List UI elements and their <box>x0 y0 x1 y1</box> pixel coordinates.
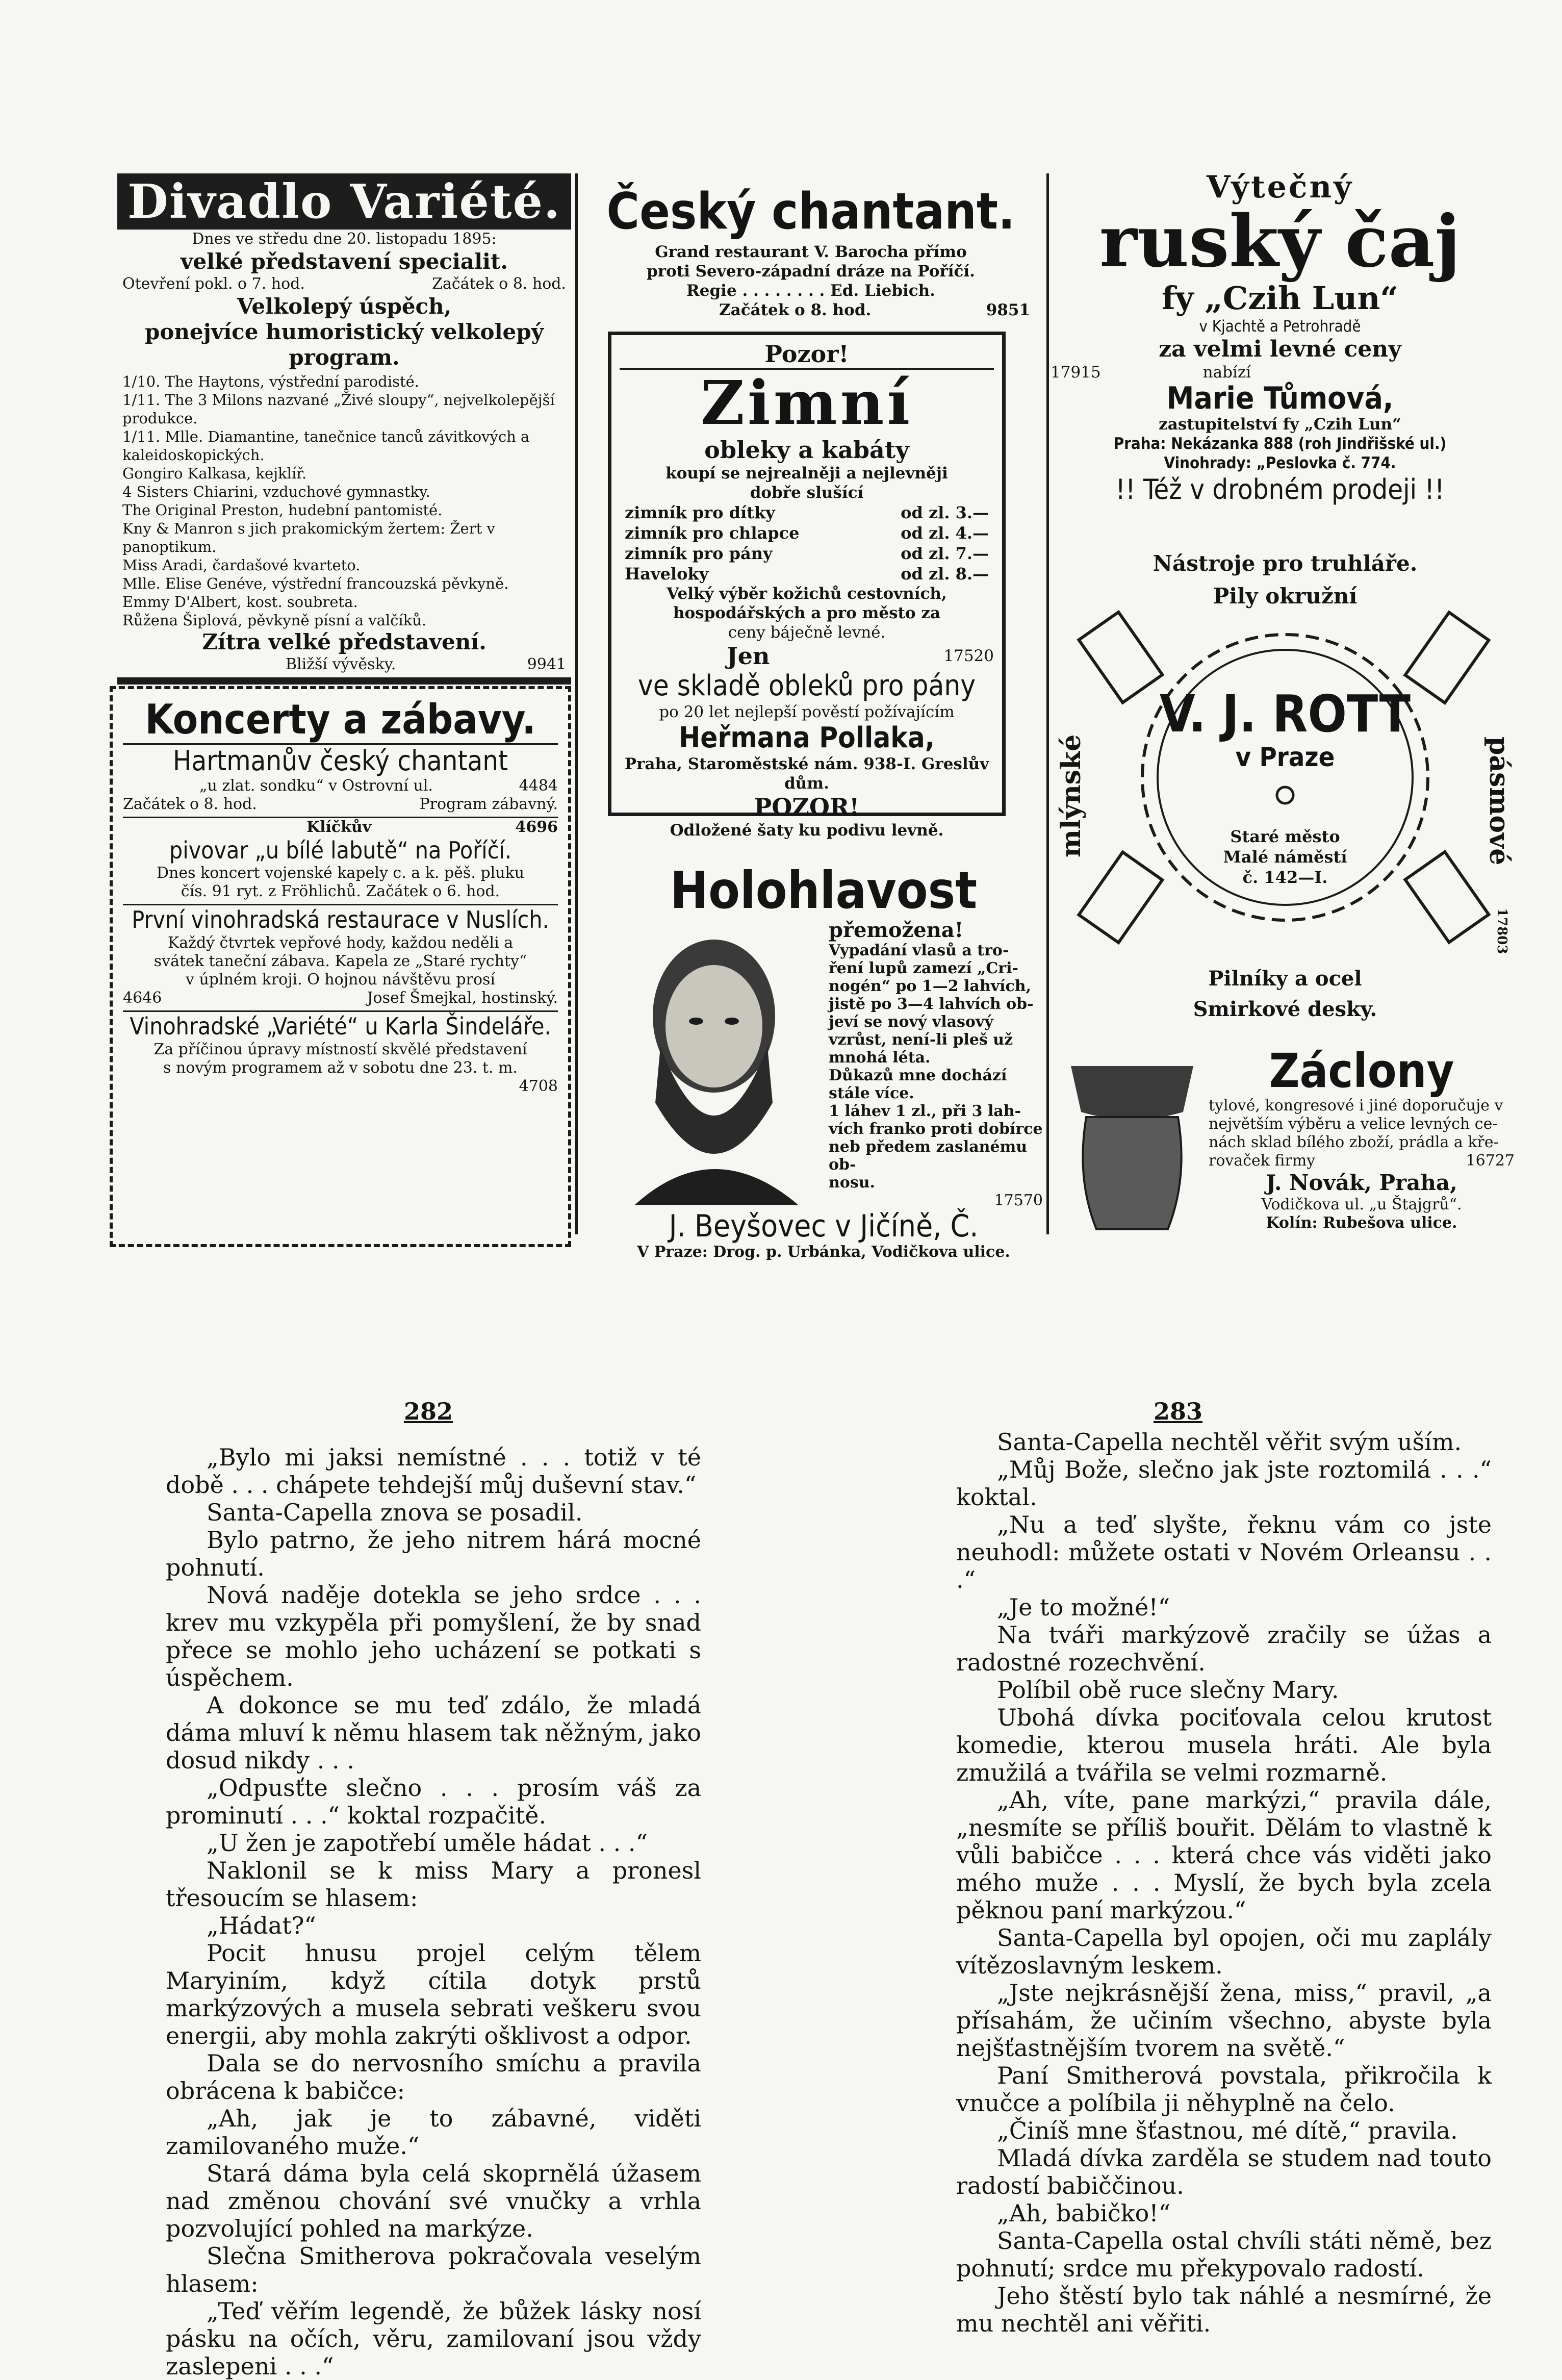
tools-left-label: mlýnské <box>1056 734 1087 857</box>
holohlavost-overcome: přemožena! <box>829 918 964 942</box>
paragraph: „Můj Bože, slečno jak jste roztomilá . . .“ koktal. <box>956 1456 1492 1511</box>
page-number-283: 283 <box>1153 1398 1203 1425</box>
page-283-text <box>956 1428 1492 2337</box>
tools-number: č. 142—I. <box>1242 868 1328 887</box>
saw-blade-illustration <box>1056 609 1515 966</box>
paragraph: Bylo patrno, že jeho nitrem hárá mocné pohnutí. <box>166 1526 701 1581</box>
hartmann-program: Program zábavný. <box>419 795 558 813</box>
tools-files: Pilníky a ocel <box>1208 967 1362 991</box>
zimni-price-item: Haveloky <box>625 564 709 584</box>
chantant-num: 9851 <box>986 301 1030 319</box>
zimni-price-row <box>620 543 994 564</box>
zaclony-firm: J. Novák, Praha, <box>1266 1170 1457 1195</box>
divadlo-act-item: Gongiro Kalkasa, kejklíř. <box>122 465 307 482</box>
divadlo-ad <box>117 173 571 685</box>
hartmann-time-row <box>123 795 558 818</box>
paragraph: Santa-Capella znova se posadil. <box>207 1499 583 1526</box>
zimni-ad <box>608 332 1006 840</box>
vino-line1: Za příčinou úpravy místností skvělé představení <box>153 1041 527 1058</box>
caj-title: ruský čaj <box>1099 200 1461 284</box>
zimni-only-row <box>620 642 994 670</box>
holohlavost-lines <box>829 942 1043 1192</box>
zimni-subtitle: obleky a kabáty <box>704 436 909 464</box>
holohlavost-line: vzrůst, není-li pleš už <box>829 1031 1013 1049</box>
zimni-price-row <box>620 523 994 543</box>
brewery-title: pivovar „u bílé labutě“ na Poříčí. <box>169 837 512 864</box>
caj-praha: Praha: Nekázanka 888 (roh Jindřišské ul.) <box>1113 435 1447 453</box>
caj-num: 17915 <box>1051 363 1101 382</box>
divadlo-act-item: Mlle. Elise Genéve, výstřední francouzská pěvkyně. <box>122 575 509 592</box>
holohlavost-line: jistě po 3—4 lahvích ob- <box>829 995 1034 1013</box>
divadlo-opening: Otevření pokl. o 7. hod. <box>122 275 305 293</box>
divadlo-success: Velkolepý úspěch, <box>237 294 452 319</box>
tools-saws: Pily okružní <box>1213 584 1358 609</box>
hartmann-addr-row <box>123 777 558 795</box>
hartmann-title: Hartmanův český chantant <box>172 745 508 777</box>
caj-offer-row <box>1051 363 1509 382</box>
holohlavost-line: 1 láhev 1 zl., při 3 lah- <box>829 1102 1021 1120</box>
koncerty-title: Koncerty a zábavy. <box>123 696 558 745</box>
divadlo-program-2: program. <box>289 345 400 370</box>
divadlo-tomorrow: Zítra velké představení. <box>202 629 486 654</box>
zimni-price-value: od zl. 8.— <box>901 564 989 584</box>
portrait-face <box>665 965 762 1087</box>
paragraph: Santa-Capella nechtěl věřit svým uším. <box>997 1428 1462 1456</box>
holohlavost-body <box>604 919 1043 1209</box>
paragraph: „Je to možné!“ <box>997 1593 1170 1621</box>
saw-tooth-top-left <box>1079 612 1162 702</box>
koncerty-ad <box>110 686 571 1247</box>
divadlo-act-item: Emmy D'Albert, kost. soubreta. <box>122 593 358 611</box>
paragraph: „Bylo mi jaksi nemístné . . . totiž v té době . . . chápete tehdejší můj duševní stav.“ <box>166 1444 701 1499</box>
divadlo-acts <box>117 370 571 629</box>
brewery-line1: Dnes koncert vojenské kapely c. a k. pěš. pluku <box>156 864 525 882</box>
zimni-years: po 20 let nejlepší pověstí požívajícím <box>659 703 955 721</box>
zimni-postponed: Odložené šaty ku podivu levně. <box>670 821 944 840</box>
chantant-start: Začátek o 8. hod. <box>719 301 872 319</box>
divadlo-footer <box>117 655 571 674</box>
chantant-line1: Grand restaurant V. Barocha přímo <box>655 243 967 261</box>
divadlo-act-item: Miss Aradi, čardašové kvarteto. <box>122 556 361 574</box>
zimni-title: Zimní <box>700 367 913 438</box>
caj-retail: !! Též v drobném prodeji !! <box>1115 473 1445 505</box>
paragraph: „Odpusťte slečno . . . prosím váš za prominutí . . .“ koktal rozpačitě. <box>166 1774 701 1829</box>
holohlavost-line: ření lupů zamezí „Cri- <box>829 959 1018 977</box>
zimni-owner: Heřmana Pollaka, <box>679 721 935 754</box>
paragraph: A dokonce se mu teď zdálo, že mladá dáma mluví k němu hlasem tak něžným, jako dosud nikdy . . . <box>166 1691 701 1774</box>
chantant-regie: Regie . . . . . . . . Ed. Liebich. <box>686 282 935 300</box>
zimni-price-item: zimník pro dítky <box>625 503 775 522</box>
zaclony-ad <box>1056 1046 1515 1232</box>
paragraph: Ubohá dívka pociťovala celou krutost komedie, kterou musela hráti. Ale byla zmužilá a tvářila se velmi rozmarně. <box>956 1704 1492 1786</box>
paragraph: Stará dáma byla celá skoprnělá úžasem nad změnou chování své vnučky a vrhla pozvolující pohled na markýze. <box>166 2160 701 2242</box>
zaclony-line4-row <box>1209 1152 1515 1170</box>
zaclony-line4: rovaček firmy <box>1209 1152 1316 1170</box>
tools-square: Malé náměstí <box>1223 847 1347 867</box>
divadlo-act-item: Růžena Šiplová, pěvkyně písní a valčíků. <box>122 612 427 629</box>
holohlavost-ad <box>604 862 1043 1261</box>
zimni-buy1: koupí se nejrealněji a nejlevněji <box>665 464 948 483</box>
holohlavost-line: stále více. <box>829 1084 914 1102</box>
portrait-coat <box>635 1169 798 1205</box>
zaclony-kolin: Kolín: Rubešova ulice. <box>1266 1214 1457 1232</box>
hartmann-num: 4484 <box>519 777 558 795</box>
curtain-drape <box>1083 1117 1181 1229</box>
zimni-fur3: ceny báječně levné. <box>728 623 886 642</box>
vino-title: Vinohradské „Variété“ u Karla Šindeláře. <box>130 1012 551 1040</box>
brewery-line2: čís. 91 ryt. z Fröhlichů. Začátek o 6. hod. <box>123 882 558 905</box>
curtain-valance <box>1071 1066 1193 1120</box>
holohlavost-line: neb předem zaslanému ob- <box>829 1138 1028 1174</box>
zimni-pozor: Pozor! <box>620 340 994 370</box>
holohlavost-line: Důkazů mne dochází <box>829 1067 1007 1084</box>
tools-emery: Smirkové desky. <box>1193 997 1377 1021</box>
zimni-price-value: od zl. 7.— <box>901 544 989 563</box>
paragraph: Paní Smitherová povstala, přikročila k vnučce a políbila ji něhyplně na čelo. <box>956 2062 1492 2117</box>
paragraph: Naklonil se k miss Mary a pronesl třesoucím se hlasem: <box>166 1857 701 1912</box>
paragraph: Mladá dívka zardělа se studem nad touto radostí babiččinou. <box>956 2144 1492 2199</box>
caj-ad <box>1051 171 1509 507</box>
saw-tooth-top-right <box>1405 613 1489 703</box>
hartmann-addr: „u zlat. sondku“ v Ostrovní ul. <box>199 777 433 795</box>
tools-right-label: pásmové <box>1483 736 1515 866</box>
saw-tooth-bottom-left <box>1079 852 1162 943</box>
divadlo-headline: velké představení specialit. <box>180 249 508 274</box>
holohlavost-line: vích franko proti dobírce <box>829 1120 1043 1138</box>
prvni-line3: v úplném kroji. O hojnou návštěvu prosí <box>185 971 496 989</box>
zaclony-line3: nách sklad bílého zboží, prádla a kře- <box>1209 1133 1499 1151</box>
holohlavost-title: Holohlavost <box>670 860 978 920</box>
holohlavost-line: Vypadání vlasů a tro- <box>829 942 1009 959</box>
column-rule <box>1046 173 1049 1234</box>
klicka-name: Klíčkův <box>306 818 372 836</box>
holohlavost-line: nogén“ po 1—2 lahvích, <box>829 977 1032 995</box>
prvni-line2: svátek taneční zábava. Kapela ze „Staré rychty“ <box>153 952 527 970</box>
divadlo-times <box>117 274 571 294</box>
klicka-row <box>123 818 558 837</box>
page-282-text <box>166 1444 701 2380</box>
zaclony-street: Vodičkova ul. „u Štajgrů“. <box>1261 1196 1462 1213</box>
zimni-fur2: hospodářských a pro město za <box>673 604 941 622</box>
paragraph: Jeho štěstí bylo tak náhlé a nesmírné, že mu nechtěl ani věřiti. <box>956 2282 1492 2337</box>
paragraph: Na tváři markýzově zračily se úžas a radostné rozechvění. <box>956 1621 1492 1676</box>
tools-ad <box>1056 551 1515 1022</box>
column-rule <box>575 173 578 1234</box>
zimni-buy2: dobře slušící <box>750 484 864 502</box>
divadlo-title: Divadlo Variété. <box>117 173 571 230</box>
tools-num: 17803 <box>1494 908 1509 954</box>
zimni-only: Jen <box>727 642 770 670</box>
paragraph: Santa-Capella byl opojen, oči mu zaplály vítězoslavným leskem. <box>956 1924 1492 1979</box>
page-number-282: 282 <box>403 1398 453 1425</box>
chantant-line2: proti Severo-západní dráze na Poříčí. <box>647 262 975 281</box>
holohlavost-line: mnohá léta. <box>829 1049 931 1067</box>
divadlo-details: Bližší vývěsky. <box>286 655 396 673</box>
prvni-title: První vinohradská restaurace v Nuslích. <box>132 906 549 933</box>
klicka-num: 4696 <box>515 818 558 836</box>
divadlo-act-item: 1/11. The 3 Milons nazvané „Živé sloupy“, nejvelkolepější produkce. <box>122 391 555 427</box>
prvni-num: 4646 <box>123 989 162 1007</box>
zimni-price-item: zimník pro chlapce <box>625 523 800 543</box>
paragraph: „U žen je zapotřebí uměle hádat . . .“ <box>207 1829 648 1857</box>
divadlo-act-item: 4 Sisters Chiarini, vzduchové gymnastky. <box>122 483 430 500</box>
zimni-store: ve skladě obleků pro pány <box>637 669 976 702</box>
zimni-price-row <box>620 502 994 523</box>
holohlavost-text <box>824 919 1043 1209</box>
paragraph: Dala se do nervosního smíchu a pravila obrácena k babičce: <box>166 2049 701 2105</box>
zimni-price-value: od zl. 3.— <box>901 503 989 522</box>
caj-seller: Marie Tůmová, <box>1166 381 1394 416</box>
zimni-price-value: od zl. 4.— <box>901 523 989 543</box>
zaclony-line1: tylové, kongresové i jiné doporučuje v <box>1209 1097 1503 1115</box>
caj-prices: za velmi levné ceny <box>1159 336 1401 362</box>
holohlavost-line: jeví se nový vlasový <box>829 1013 993 1031</box>
caj-offers: nabízí <box>1202 363 1251 382</box>
divadlo-act-item: The Original Preston, hudební pantomisté. <box>122 501 443 519</box>
holohlavost-seller: J. Beyšovec v Jičíně, Č. <box>669 1208 979 1244</box>
divadlo-start: Začátek o 8. hod. <box>432 275 566 293</box>
divadlo-act-item: Kny & Manron s jich prakomickým žertem: Žert v panoptikum. <box>122 520 495 555</box>
divadlo-bottom-rule <box>117 677 571 685</box>
vino-line2: s novým programem až v sobotu dne 23. t. m. <box>163 1059 518 1077</box>
caj-vinohrady: Vinohrady: „Peslovka č. 774. <box>1164 454 1396 472</box>
paragraph: „Ah, babičko!“ <box>997 2199 1171 2227</box>
divadlo-act-item: 1/11. Mlle. Diamantine, tanečnice tanců závitkových a kaleidoskopických. <box>122 428 530 464</box>
zimni-price-item: zimník pro pány <box>625 544 773 563</box>
paragraph: Políbil obě ruce slečny Mary. <box>997 1676 1339 1704</box>
tools-company: V. J. ROTT <box>1160 684 1411 744</box>
vino-num: 4708 <box>519 1077 558 1095</box>
portrait-eye-left <box>689 1018 703 1025</box>
divadlo-program-1: ponejvíce humoristický velkolepý <box>144 319 544 344</box>
divadlo-num: 9941 <box>527 655 566 673</box>
paragraph: „Nu a teď slyšte, řeknu vám co jste neuhodl: můžete ostati v Novém Orleansu . . .“ <box>956 1511 1492 1593</box>
chantant-title: Český chantant. <box>606 183 1015 241</box>
paragraph: „Ah, víte, pane markýzi,“ pravila dále, „nesmíte se příliš bouřit. Dělám to vlastně k vůli babičce . . . která chce vás viděti jako mého muže . . . Myslí, že bych byla zcela pěknou paní markýzou.“ <box>956 1786 1492 1924</box>
holohlavost-prague: V Praze: Drog. p. Urbánka, Vodičkova ulice. <box>637 1243 1010 1261</box>
zimni-address: Praha, Staroměstské nám. 938-I. Greslův dům. <box>624 755 989 793</box>
hartmann-start: Začátek o 8. hod. <box>123 795 257 813</box>
zaclony-num: 16727 <box>1466 1152 1515 1170</box>
chantant-footer <box>581 300 1040 320</box>
paragraph: Pocit hnusu projel celým tělem Maryiním, když cítila dotyk prstů markýzových a musela sebrati veškeru svou energii, aby mohla zakrýti ošklivost a odpor. <box>166 1939 701 2049</box>
zimni-pozor2: POZOR! <box>754 793 860 821</box>
zaclony-title: Záclony <box>1269 1044 1454 1098</box>
caj-rep: zastupitelství fy „Czih Lun“ <box>1159 415 1401 434</box>
paragraph: „Ah, jak je to zábavné, viděti zamilovaného muže.“ <box>166 2105 701 2160</box>
zimni-fur1: Velký výběr kožichů cestovních, <box>667 585 947 603</box>
bearded-man-portrait <box>604 919 824 1205</box>
divadlo-act-item: 1/10. The Haytons, výstřední parodisté. <box>122 373 420 390</box>
paragraph: Slečna Smitherova pokračovala veselým hlasem: <box>166 2242 701 2297</box>
saw-tooth-bottom-right <box>1405 852 1489 942</box>
caj-cities: v Kjachtě a Petrohradě <box>1199 317 1361 336</box>
paragraph: „Hádat?“ <box>207 1912 316 1939</box>
zimni-price-list <box>620 502 994 584</box>
holohlavost-line: nosu. <box>829 1174 875 1192</box>
tools-title: Nástroje pro truhláře. <box>1153 551 1418 576</box>
paragraph: „Činíš mne šťastnou, mé dítě,“ pravila. <box>997 2117 1458 2144</box>
caj-firm: fy „Czih Lun“ <box>1161 280 1399 317</box>
curtain-illustration <box>1056 1056 1209 1239</box>
paragraph: „Teď věřím legendě, že bůžek lásky nosí pásku na očích, věru, zamilovaní jsou vždy zaslepeni . . .“ <box>166 2297 701 2380</box>
prvni-footer <box>123 989 558 1012</box>
paragraph: Santa-Capella ostal chvíli státi němě, bez pohnutí; srdce mu překypovalo radostí. <box>956 2227 1492 2282</box>
caj-excellent: Výtečný <box>1207 169 1353 205</box>
holohlavost-num: 17570 <box>994 1192 1043 1209</box>
paragraph: „Jste nejkrásnější žena, miss,“ pravil, „a přísahám, že učiním všechno, abyste byla nejšťastnějším tvorem na světě.“ <box>956 1979 1492 2062</box>
saw-center-hole <box>1277 787 1293 803</box>
prvni-line1: Každý čtvrtek vepřové hody, každou neděli a <box>167 934 514 952</box>
divadlo-date: Dnes ve středu dne 20. listopadu 1895: <box>192 230 497 248</box>
portrait-eye-right <box>725 1018 739 1025</box>
zimni-num: 17520 <box>943 647 994 665</box>
zaclony-line2: největším výběru a velice levných ce- <box>1209 1115 1498 1133</box>
paragraph: Nová naděje dotekla se jeho srdce . . . krev mu vzkypěla při pomyšlení, že by snad přece se mohlo jeho ucházení se potkati s úspěchem. <box>166 1581 701 1691</box>
prvni-owner: Josef Šmejkal, hostinský. <box>367 989 558 1007</box>
zimni-price-row <box>620 564 994 584</box>
chantant-ad <box>581 181 1040 320</box>
tools-city: v Praze <box>1235 742 1335 773</box>
tools-district: Staré město <box>1230 827 1340 846</box>
